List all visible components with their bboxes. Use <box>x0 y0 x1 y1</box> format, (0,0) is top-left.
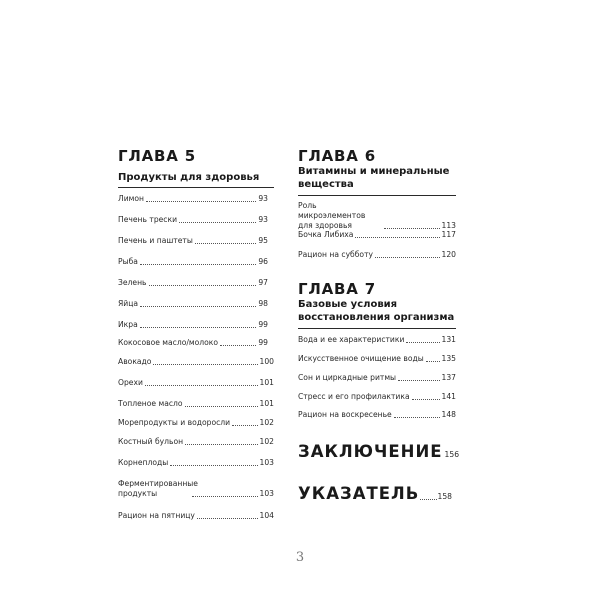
toc-entry-label: Ферментированные продукты <box>118 479 198 498</box>
leader-dots <box>192 496 258 497</box>
toc-entry-label: Костный бульон <box>118 437 184 446</box>
toc-entry-page: 99 <box>258 320 268 329</box>
toc-entry-sunday-ration[interactable] <box>298 410 456 420</box>
leader-dots <box>185 406 258 407</box>
toc-entry-label: Орехи <box>118 378 143 387</box>
toc-entry-water-purification[interactable] <box>298 354 456 364</box>
leader-dots <box>179 222 256 223</box>
leader-dots <box>394 417 440 418</box>
toc-entry-label: Сон и циркадные ритмы <box>298 373 397 382</box>
toc-entry-page: 93 <box>258 215 268 224</box>
toc-entry-page: 102 <box>259 437 274 446</box>
leader-dots <box>420 499 436 500</box>
leader-dots <box>355 237 439 238</box>
toc-entry-page: 100 <box>259 357 274 366</box>
leader-dots <box>398 380 439 381</box>
chapter-5-heading: ГЛАВА 5 <box>118 147 196 165</box>
toc-entry-label: Авокадо <box>118 357 152 366</box>
toc-entry-page: 96 <box>258 257 268 266</box>
toc-entry-ghee[interactable] <box>118 399 274 409</box>
toc-entry-coconut[interactable] <box>118 338 268 348</box>
leader-dots <box>170 465 257 466</box>
toc-entry-page: 137 <box>441 373 456 382</box>
toc-entry-microelements[interactable] <box>298 201 456 231</box>
toc-entry-page: 101 <box>259 378 274 387</box>
leader-dots <box>140 264 256 265</box>
toc-entry-page: 99 <box>258 338 268 347</box>
leader-dots <box>153 364 257 365</box>
chapter-6-rule <box>298 195 456 196</box>
toc-entry-sleep[interactable] <box>298 373 456 383</box>
toc-entry-page: 98 <box>258 299 268 308</box>
toc-entry-friday-ration[interactable] <box>118 511 274 521</box>
toc-entry-conclusion[interactable] <box>298 442 460 461</box>
toc-entry-page: 101 <box>259 399 274 408</box>
chapter-6-title-line-2: вещества <box>298 179 354 190</box>
toc-entry-caviar[interactable] <box>118 320 268 330</box>
index-page: 158 <box>437 492 452 501</box>
chapter-7-title-line-2: восстановления организма <box>298 312 455 323</box>
leader-dots <box>146 201 256 202</box>
toc-entry-page: 131 <box>441 335 456 344</box>
toc-entry-page: 120 <box>441 250 456 259</box>
toc-entry-liebig-barrel[interactable] <box>298 230 456 240</box>
leader-dots <box>220 345 256 346</box>
index-label: УКАЗАТЕЛЬ <box>298 484 420 503</box>
toc-entry-label: Яйца <box>118 299 139 308</box>
toc-entry-page: 103 <box>259 458 274 467</box>
toc-entry-stress[interactable] <box>298 392 456 402</box>
leader-dots <box>384 228 440 229</box>
leader-dots <box>140 306 256 307</box>
toc-entry-label: Стресс и его профилактика <box>298 392 410 401</box>
toc-entry-page: 95 <box>258 236 268 245</box>
toc-entry-root-vegetables[interactable] <box>118 458 274 468</box>
toc-entry-page: 97 <box>258 278 268 287</box>
toc-entry-page: 141 <box>441 392 456 401</box>
toc-entry-label: Морепродукты и водоросли <box>118 418 231 427</box>
toc-entry-avocado[interactable] <box>118 357 274 367</box>
toc-entry-page: 135 <box>441 354 456 363</box>
toc-entry-label: Кокосовое масло/молоко <box>118 338 219 347</box>
toc-entry-cod-liver[interactable] <box>118 215 268 225</box>
toc-entry-nuts[interactable] <box>118 378 274 388</box>
chapter-5-rule <box>118 187 274 188</box>
toc-entry-label: Печень и паштеты <box>118 236 193 245</box>
toc-entry-seafood[interactable] <box>118 418 274 428</box>
toc-entry-label: Лимон <box>118 194 144 203</box>
toc-entry-label: Вода и ее характеристики <box>298 335 405 344</box>
toc-entry-lemon[interactable] <box>118 194 268 204</box>
leader-dots <box>375 257 440 258</box>
toc-entry-fermented[interactable] <box>118 479 274 499</box>
leader-dots <box>145 385 258 386</box>
toc-entry-label: Рацион на воскресенье <box>298 410 392 419</box>
toc-entry-page: 93 <box>258 194 268 203</box>
toc-entry-label: Печень трески <box>118 215 178 224</box>
toc-entry-index[interactable] <box>298 485 452 503</box>
page-number: 3 <box>295 550 305 565</box>
leader-dots <box>185 444 257 445</box>
toc-entry-label: Бочка Либиха <box>298 230 354 239</box>
toc-entry-label: Корнеплоды <box>118 458 169 467</box>
chapter-5-title: Продукты для здоровья <box>118 172 260 183</box>
chapter-7-title-line-1: Базовые условия <box>298 299 398 310</box>
toc-entry-saturday-ration[interactable] <box>298 250 456 260</box>
conclusion-label: ЗАКЛЮЧЕНИЕ <box>298 442 443 461</box>
leader-dots <box>140 327 257 328</box>
toc-entry-label: Роль микроэлементов для здоровья <box>298 201 366 230</box>
chapter-7-rule <box>298 328 456 329</box>
conclusion-page: 156 <box>444 450 460 459</box>
toc-entry-label: Икра <box>118 320 138 329</box>
toc-entry-label: Рацион на субботу <box>298 250 373 259</box>
toc-entry-fish[interactable] <box>118 257 268 267</box>
chapter-6-heading: ГЛАВА 6 <box>298 147 376 165</box>
toc-entry-greens[interactable] <box>118 278 268 288</box>
toc-entry-liver-pates[interactable] <box>118 236 268 246</box>
toc-entry-label: Рацион на пятницу <box>118 511 195 520</box>
leader-dots <box>197 518 258 519</box>
toc-entry-bone-broth[interactable] <box>118 437 274 447</box>
leader-dots <box>406 342 439 343</box>
toc-entry-eggs[interactable] <box>118 299 268 309</box>
toc-entry-label: Топленое масло <box>118 399 183 408</box>
leader-dots <box>232 425 257 426</box>
toc-entry-page: 104 <box>259 511 274 520</box>
chapter-6-title-line-1: Витамины и минеральные <box>298 166 450 177</box>
toc-entry-page: 148 <box>441 410 456 419</box>
chapter-7-heading: ГЛАВА 7 <box>298 280 376 298</box>
leader-dots <box>195 243 257 244</box>
toc-entry-label: Рыба <box>118 257 138 266</box>
toc-entry-page: 113 <box>441 221 456 230</box>
toc-entry-page: 102 <box>259 418 274 427</box>
leader-dots <box>426 361 440 362</box>
leader-dots <box>149 285 257 286</box>
toc-entry-label: Зелень <box>118 278 147 287</box>
leader-dots <box>412 399 440 400</box>
toc-entry-water[interactable] <box>298 335 456 345</box>
toc-entry-page: 103 <box>259 489 274 498</box>
toc-entry-label: Искусственное очищение воды <box>298 354 424 363</box>
toc-entry-page: 117 <box>441 230 456 239</box>
